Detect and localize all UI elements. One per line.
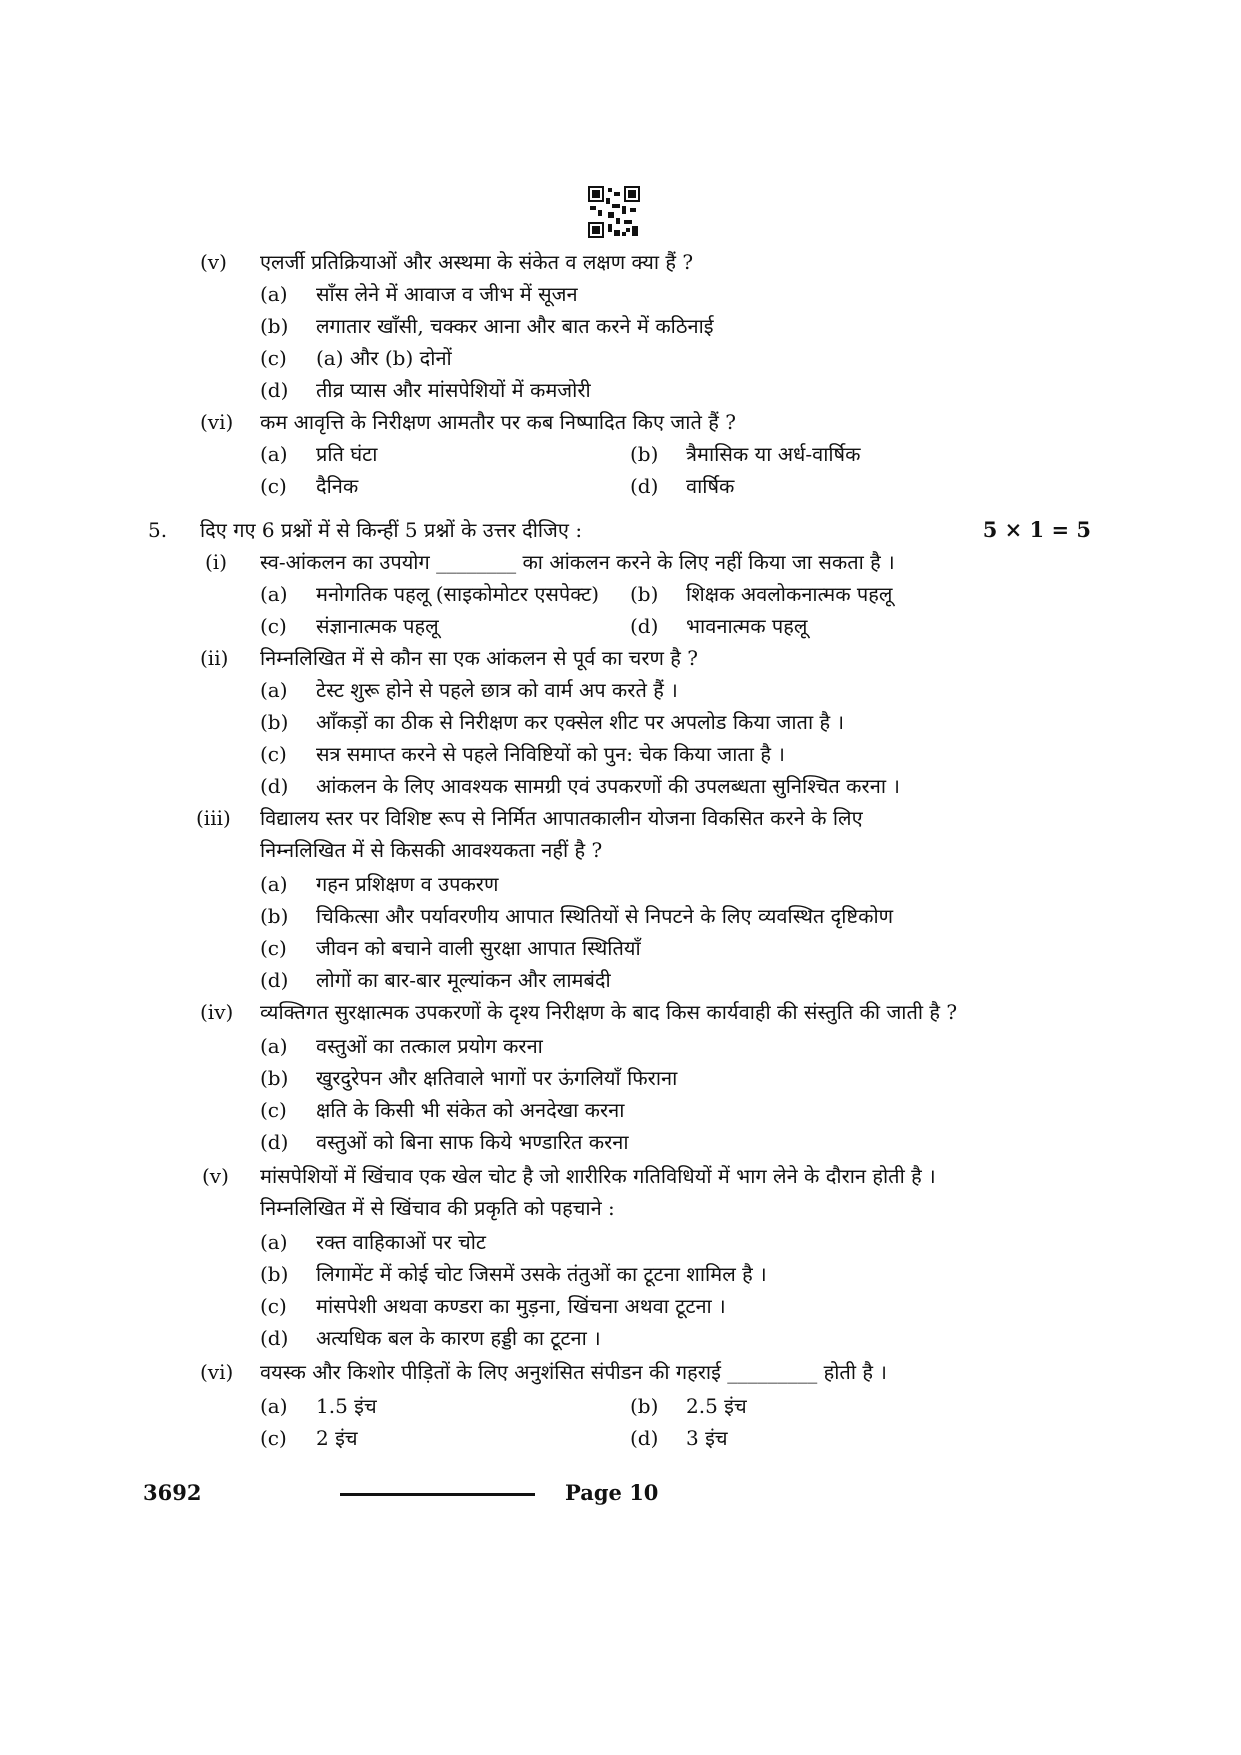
question-number: (ii) bbox=[200, 646, 229, 670]
option-text: (a) और (b) दोनों bbox=[316, 346, 452, 370]
question-text: एलर्जी प्रतिक्रियाओं और अस्थमा के संकेत व लक्षण क्या हैं ? bbox=[260, 250, 694, 274]
option-text: तीव्र प्यास और मांसपेशियों में कमजोरी bbox=[316, 378, 591, 402]
option-text: प्रति घंटा bbox=[316, 442, 378, 466]
question-text: स्व-आंकलन का उपयोग ________ का आंकलन करने के लिए नहीं किया जा सकता है । bbox=[260, 550, 895, 574]
question-text: कम आवृत्ति के निरीक्षण आमतौर पर कब निष्पादित किए जाते हैं ? bbox=[260, 410, 736, 434]
option-text: साँस लेने में आवाज व जीभ में सूजन bbox=[316, 282, 578, 306]
option-text: शिक्षक अवलोकनात्मक पहलू bbox=[686, 582, 893, 606]
question-text: व्यक्तिगत सुरक्षात्मक उपकरणों के दृश्य निरीक्षण के बाद किस कार्यवाही की संस्तुति की जाती है ? bbox=[260, 1000, 958, 1024]
option-text: 2.5 इंच bbox=[686, 1394, 747, 1418]
option-text: आँकड़ों का ठीक से निरीक्षण कर एक्सेल शीट पर अपलोड किया जाता है । bbox=[316, 710, 845, 734]
option-label: (a) bbox=[260, 1034, 288, 1058]
option-label: (b) bbox=[630, 1394, 659, 1418]
footer-divider bbox=[340, 1493, 535, 1496]
option-label: (a) bbox=[260, 282, 288, 306]
option-label: (b) bbox=[260, 1066, 289, 1090]
option-label: (d) bbox=[260, 378, 289, 402]
qr-code-icon bbox=[588, 186, 640, 238]
option-label: (a) bbox=[260, 1230, 288, 1254]
marks-label: 5 × 1 = 5 bbox=[982, 517, 1091, 542]
question-text: वयस्क और किशोर पीड़ितों के लिए अनुशंसित संपीडन की गहराई _________ होती है । bbox=[260, 1360, 887, 1384]
option-label: (d) bbox=[260, 968, 289, 992]
option-label: (b) bbox=[260, 710, 289, 734]
question-text-line-1: मांसपेशियों में खिंचाव एक खेल चोट है जो शारीरिक गतिविधियों में भाग लेने के दौरान होती है । bbox=[260, 1164, 936, 1188]
option-label: (a) bbox=[260, 678, 288, 702]
question-number: (vi) bbox=[200, 410, 234, 434]
option-label: (b) bbox=[630, 582, 659, 606]
option-label: (b) bbox=[260, 1262, 289, 1286]
option-text: मांसपेशी अथवा कण्डरा का मुड़ना, खिंचना अथवा टूटना । bbox=[316, 1294, 726, 1318]
option-label: (c) bbox=[260, 1426, 287, 1450]
option-text: लिगामेंट में कोई चोट जिसमें उसके तंतुओं का टूटना शामिल है । bbox=[316, 1262, 767, 1286]
page-number: Page 10 bbox=[565, 1480, 659, 1505]
option-text: वार्षिक bbox=[686, 474, 735, 498]
question-number: (v) bbox=[202, 1164, 229, 1188]
option-label: (d) bbox=[260, 1130, 289, 1154]
option-text: 1.5 इंच bbox=[316, 1394, 377, 1418]
option-text: वस्तुओं को बिना साफ किये भण्डारित करना bbox=[316, 1130, 629, 1154]
option-text: भावनात्मक पहलू bbox=[686, 614, 808, 638]
option-text: चिकित्सा और पर्यावरणीय आपात स्थितियों से निपटने के लिए व्यवस्थित दृष्टिकोण bbox=[316, 904, 894, 928]
option-label: (c) bbox=[260, 936, 287, 960]
option-label: (d) bbox=[630, 474, 659, 498]
option-label: (b) bbox=[260, 904, 289, 928]
option-text: गहन प्रशिक्षण व उपकरण bbox=[316, 872, 499, 896]
question-number: (iv) bbox=[200, 1000, 234, 1024]
option-text: अत्यधिक बल के कारण हड्डी का टूटना । bbox=[316, 1326, 601, 1350]
option-text: मनोगतिक पहलू (साइकोमोटर एसपेक्ट) bbox=[316, 582, 600, 606]
option-text: आंकलन के लिए आवश्यक सामग्री एवं उपकरणों की उपलब्धता सुनिश्चित करना । bbox=[316, 774, 900, 798]
option-label: (c) bbox=[260, 474, 287, 498]
option-text: 2 इंच bbox=[316, 1426, 358, 1450]
option-text: सत्र समाप्त करने से पहले निविष्टियों को पुन: चेक किया जाता है । bbox=[316, 742, 785, 766]
option-text: 3 इंच bbox=[686, 1426, 728, 1450]
option-label: (d) bbox=[260, 1326, 289, 1350]
option-text: दैनिक bbox=[316, 474, 359, 498]
option-label: (c) bbox=[260, 614, 287, 638]
option-label: (c) bbox=[260, 1294, 287, 1318]
question-number: 5. bbox=[148, 518, 168, 542]
option-label: (b) bbox=[630, 442, 659, 466]
option-label: (a) bbox=[260, 872, 288, 896]
option-label: (d) bbox=[630, 1426, 659, 1450]
option-text: लोगों का बार-बार मूल्यांकन और लामबंदी bbox=[316, 968, 611, 992]
option-text: रक्त वाहिकाओं पर चोट bbox=[316, 1230, 486, 1254]
question-text-line-2: निम्नलिखित में से खिंचाव की प्रकृति को पहचाने : bbox=[260, 1196, 615, 1220]
question-number: (i) bbox=[205, 550, 228, 574]
option-label: (a) bbox=[260, 582, 288, 606]
option-text: लगातार खाँसी, चक्कर आना और बात करने में कठिनाई bbox=[316, 314, 714, 338]
option-label: (d) bbox=[630, 614, 659, 638]
question-text: निम्नलिखित में से कौन सा एक आंकलन से पूर्व का चरण है ? bbox=[260, 646, 699, 670]
option-text: क्षति के किसी भी संकेत को अनदेखा करना bbox=[316, 1098, 625, 1122]
option-label: (a) bbox=[260, 442, 288, 466]
option-text: टेस्ट शुरू होने से पहले छात्र को वार्म अप करते हैं । bbox=[316, 678, 678, 702]
paper-code: 3692 bbox=[143, 1480, 202, 1505]
option-label: (d) bbox=[260, 774, 289, 798]
question-text-line-2: निम्नलिखित में से किसकी आवश्यकता नहीं है ? bbox=[260, 838, 603, 862]
option-text: जीवन को बचाने वाली सुरक्षा आपात स्थितियाँ bbox=[316, 936, 641, 960]
question-number: (v) bbox=[200, 250, 227, 274]
option-label: (c) bbox=[260, 742, 287, 766]
option-label: (c) bbox=[260, 346, 287, 370]
question-number: (vi) bbox=[200, 1360, 234, 1384]
option-label: (a) bbox=[260, 1394, 288, 1418]
option-text: त्रैमासिक या अर्ध-वार्षिक bbox=[686, 442, 861, 466]
option-text: खुरदुरेपन और क्षतिवाले भागों पर ऊंगलियाँ फिराना bbox=[316, 1066, 678, 1090]
question-number: (iii) bbox=[196, 806, 231, 830]
question-instruction: दिए गए 6 प्रश्नों में से किन्हीं 5 प्रश्नों के उत्तर दीजिए : bbox=[200, 518, 583, 542]
option-label: (c) bbox=[260, 1098, 287, 1122]
question-text-line-1: विद्यालय स्तर पर विशिष्ट रूप से निर्मित आपातकालीन योजना विकसित करने के लिए bbox=[260, 806, 863, 830]
option-label: (b) bbox=[260, 314, 289, 338]
option-text: वस्तुओं का तत्काल प्रयोग करना bbox=[316, 1034, 543, 1058]
option-text: संज्ञानात्मक पहलू bbox=[316, 614, 439, 638]
